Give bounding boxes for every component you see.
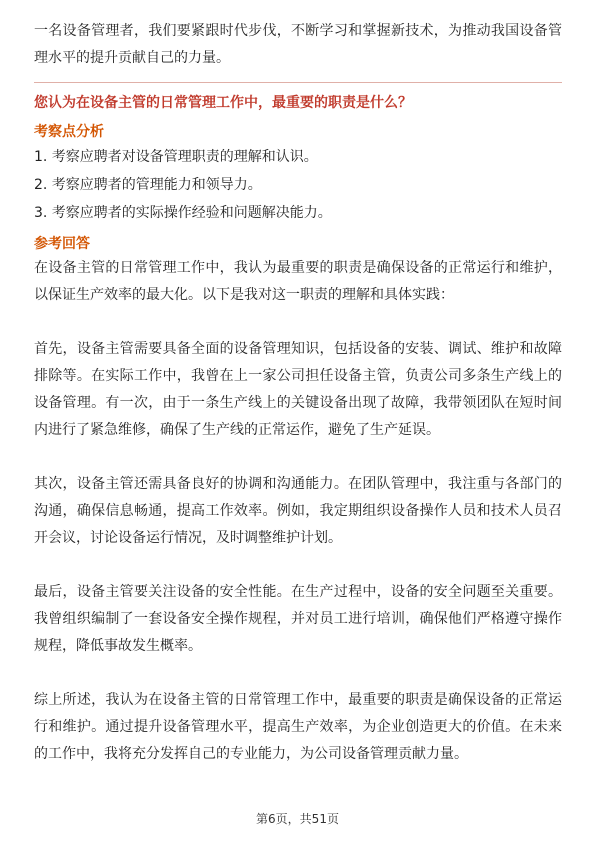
page-number: 第6页，共51页 <box>256 812 339 826</box>
answer-paragraph: 首先，设备主管需要具备全面的设备管理知识，包括设备的安装、调试、维护和故障排除等。在实际工作中，我曾在上一家公司担任设备主管，负责公司多条生产线上的设备管理。有一次，由于一条生产线上的关键设备出现了故障，我带领团队在短时间内进行了紧急维修，确保了生产线的正常运作，避免了生产延误。 <box>34 341 562 438</box>
analysis-item: 1. 考察应聘者对设备管理职责的理解和认识。 <box>34 149 318 165</box>
answer-paragraph: 综上所述，我认为在设备主管的日常管理工作中，最重要的职责是确保设备的正常运行和维护。通过提升设备管理水平，提高生产效率，为企业创造更大的价值。在未来的工作中，我将充分发挥自己的专业能力，为公司设备管理贡献力量。 <box>34 692 562 762</box>
intro-paragraph: 一名设备管理者，我们要紧跟时代步伐，不断学习和掌握新技术，为推动我国设备管理水平的提升贡献自己的力量。 <box>34 23 562 66</box>
answer-paragraph: 在设备主管的日常管理工作中，我认为最重要的职责是确保设备的正常运行和维护，以保证生产效率的最大化。以下是我对这一职责的理解和具体实践： <box>34 260 562 303</box>
analysis-title: 考察点分析 <box>34 124 104 140</box>
analysis-item: 2. 考察应聘者的管理能力和领导力。 <box>34 177 262 193</box>
document-page <box>34 18 562 768</box>
answer-paragraph: 其次，设备主管还需具备良好的协调和沟通能力。在团队管理中，我注重与各部门的沟通，确保信息畅通，提高工作效率。例如，我定期组织设备操作人员和技术人员召开会议，讨论设备运行情况，及时调整维护计划。 <box>34 476 562 546</box>
analysis-list <box>34 143 562 227</box>
section-divider <box>34 82 562 83</box>
answer-paragraph: 最后，设备主管要关注设备的安全性能。在生产过程中，设备的安全问题至关重要。我曾组织编制了一套设备安全操作规程，并对员工进行培训，确保他们严格遵守操作规程，降低事故发生概率。 <box>34 584 562 654</box>
analysis-item: 3. 考察应聘者的实际操作经验和问题解决能力。 <box>34 205 332 221</box>
interview-question: 您认为在设备主管的日常管理工作中，最重要的职责是什么？ <box>34 95 412 111</box>
answer-title: 参考回答 <box>34 236 90 252</box>
